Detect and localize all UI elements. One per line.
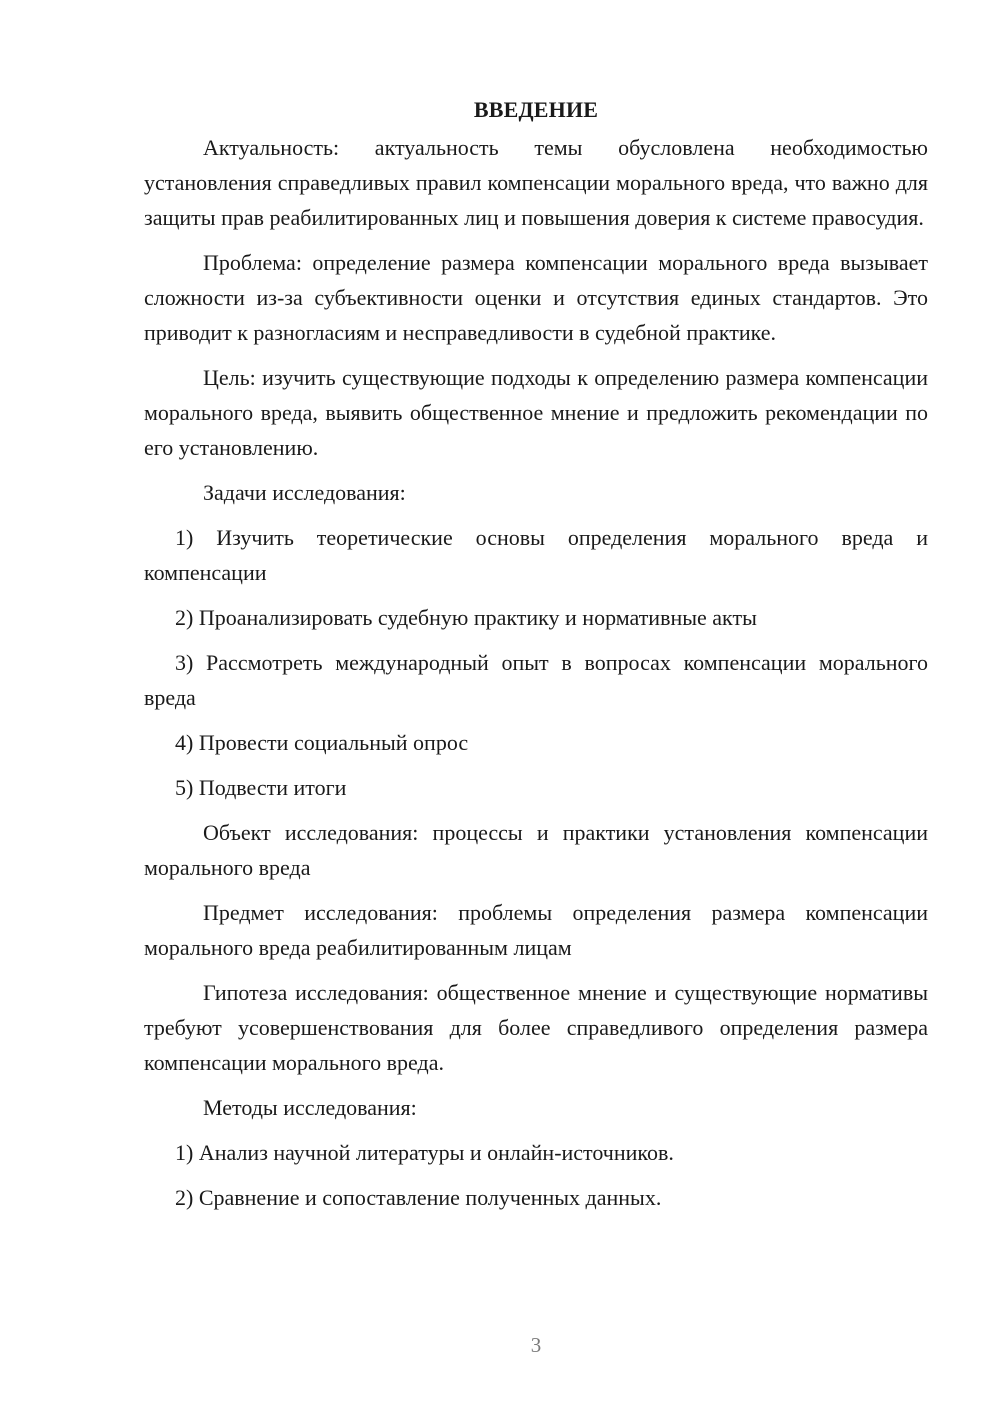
relevance-paragraph: Актуальность: актуальность темы обусловлена необходимостью установления справедливых правил компенсации морального вреда, что важно для защиты прав реабилитированных лиц и повышения доверия к системе правосудия. (144, 135, 928, 230)
hypothesis-paragraph: Гипотеза исследования: общественное мнение и существующие нормативы требуют усовершенствования для более справедливого определения размера компенсации морального вреда. (144, 980, 928, 1075)
goal-paragraph: Цель: изучить существующие подходы к определению размера компенсации морального вреда, выявить общественное мнение и предложить рекомендации по его установлению. (144, 365, 928, 460)
task-item: 2) Проанализировать судебную практику и нормативные акты (175, 605, 757, 630)
methods-heading: Методы исследования: (203, 1095, 417, 1120)
task-item: 1) Изучить теоретические основы определения морального вреда и компенсации (144, 525, 928, 585)
problem-paragraph: Проблема: определение размера компенсации морального вреда вызывает сложности из-за субъективности оценки и отсутствия единых стандартов. Это приводит к разногласиям и несправедливости в судебной практике. (144, 250, 928, 345)
page-number: 3 (530, 1333, 542, 1357)
task-item: 3) Рассмотреть международный опыт в вопросах компенсации морального вреда (144, 650, 928, 710)
section-title: ВВЕДЕНИЕ (473, 97, 599, 122)
method-item: 1) Анализ научной литературы и онлайн-источников. (175, 1140, 674, 1165)
task-item: 4) Провести социальный опрос (175, 730, 469, 755)
subject-paragraph: Предмет исследования: проблемы определения размера компенсации морального вреда реабилитированным лицам (144, 900, 928, 960)
task-item: 5) Подвести итоги (175, 775, 347, 800)
document-page (144, 92, 928, 1225)
object-paragraph: Объект исследования: процессы и практики установления компенсации морального вреда (144, 820, 928, 880)
tasks-heading: Задачи исследования: (203, 480, 406, 505)
method-item: 2) Сравнение и сопоставление полученных данных. (175, 1185, 662, 1210)
